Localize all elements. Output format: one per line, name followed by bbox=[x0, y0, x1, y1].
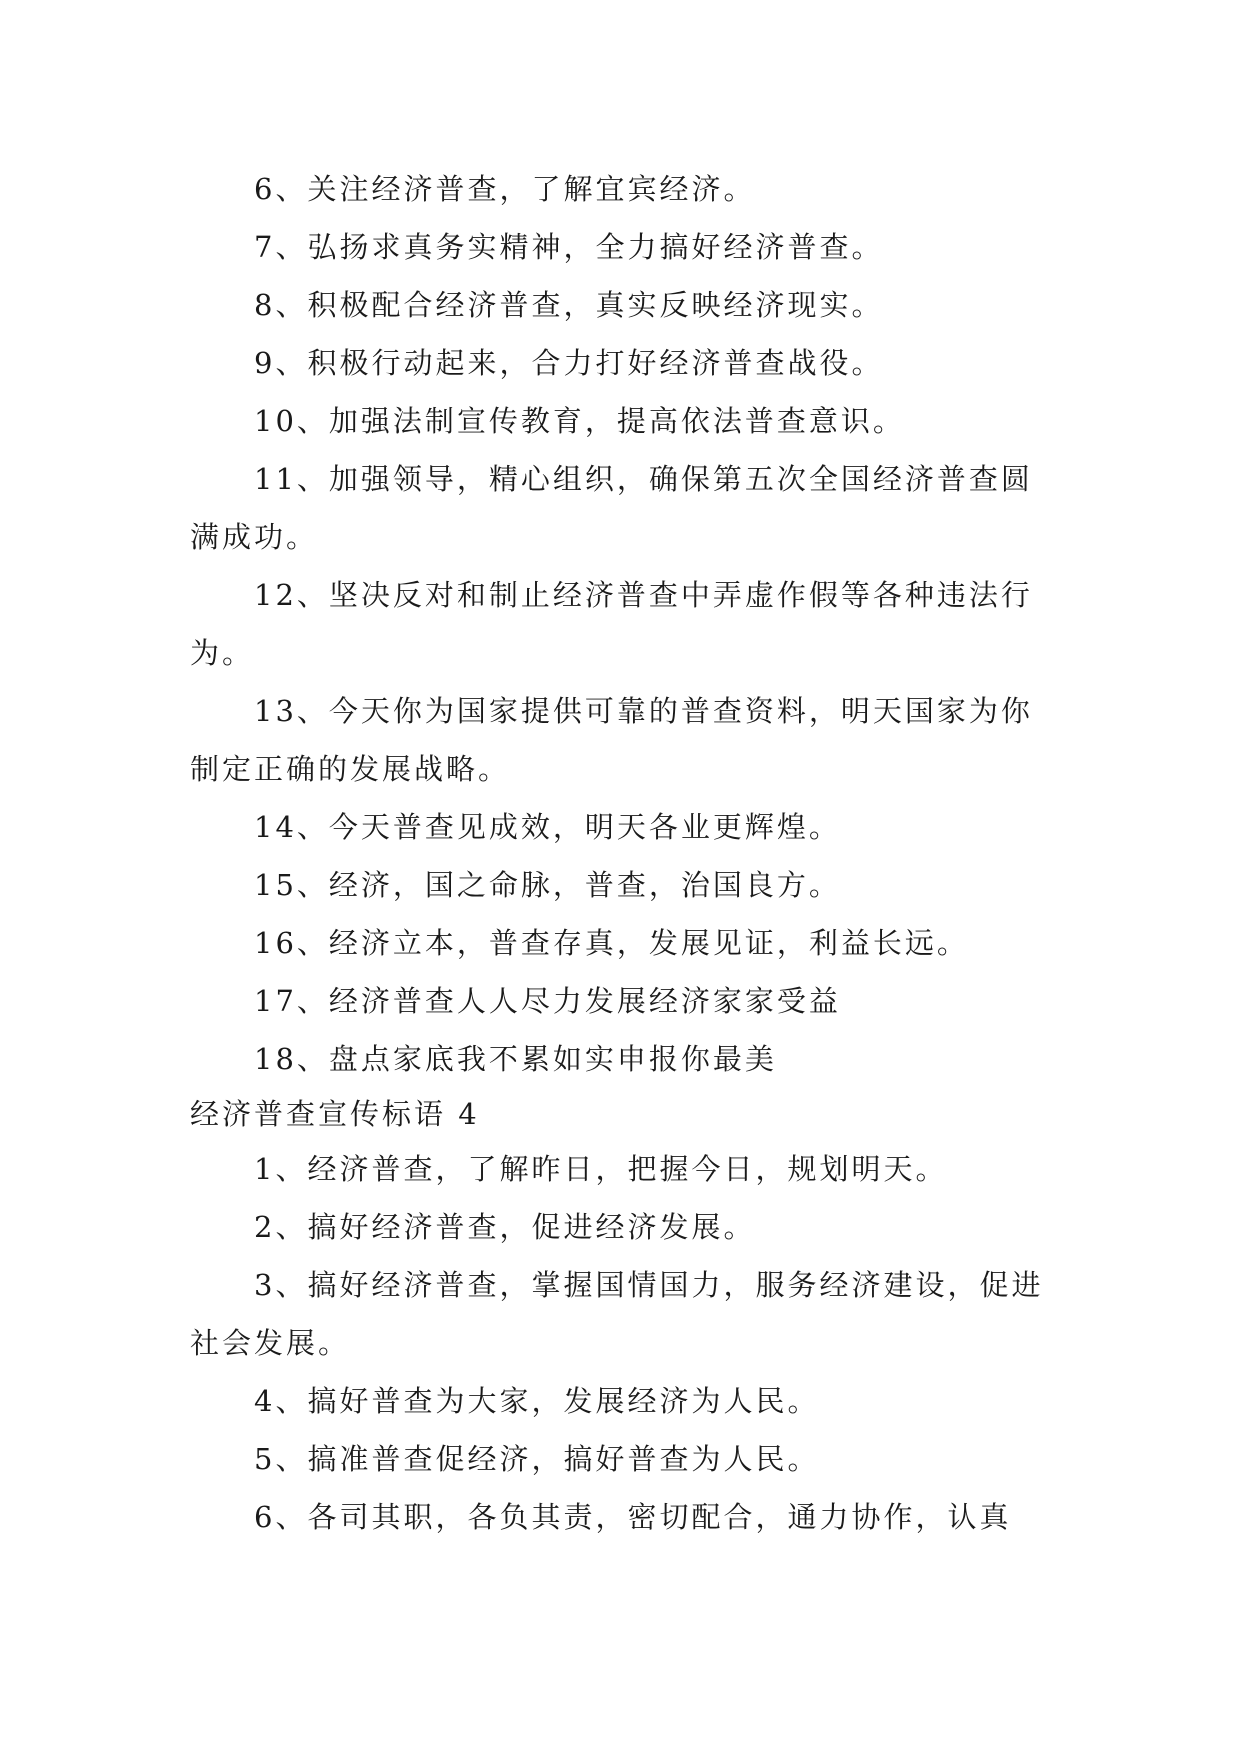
slogan-item: 16、经济立本，普查存真，发展见证，利益长远。 bbox=[254, 926, 969, 960]
slogan-item: 12、坚决反对和制止经济普查中弄虚作假等各种违法行为。 bbox=[190, 578, 1033, 670]
slogan-item: 9、积极行动起来，合力打好经济普查战役。 bbox=[254, 346, 884, 380]
slogan-item: 7、弘扬求真务实精神，全力搞好经济普查。 bbox=[254, 230, 884, 264]
slogan-item: 15、经济，国之命脉，普查，治国良方。 bbox=[254, 868, 841, 902]
slogan-item: 18、盘点家底我不累如实申报你最美 bbox=[254, 1042, 777, 1076]
slogan-item: 8、积极配合经济普查，真实反映经济现实。 bbox=[254, 288, 884, 322]
section-heading: 经济普查宣传标语 4 bbox=[190, 1097, 480, 1131]
slogan-item: 4、搞好普查为大家，发展经济为人民。 bbox=[254, 1384, 820, 1418]
slogan-item: 3、搞好经济普查，掌握国情国力，服务经济建设，促进社会发展。 bbox=[190, 1268, 1044, 1360]
slogan-item: 2、搞好经济普查，促进经济发展。 bbox=[254, 1210, 756, 1244]
slogan-item: 13、今天你为国家提供可靠的普查资料，明天国家为你制定正确的发展战略。 bbox=[190, 694, 1033, 786]
slogan-item: 6、各司其职，各负其责，密切配合，通力协作，认真 bbox=[254, 1500, 1012, 1534]
slogan-item: 5、搞准普查促经济，搞好普查为人民。 bbox=[254, 1442, 820, 1476]
slogan-item: 1、经济普查，了解昨日，把握今日，规划明天。 bbox=[254, 1152, 948, 1186]
slogan-item: 14、今天普查见成效，明天各业更辉煌。 bbox=[254, 810, 841, 844]
slogan-item: 17、经济普查人人尽力发展经济家家受益 bbox=[254, 984, 841, 1018]
document-body bbox=[190, 160, 1060, 1546]
slogan-item: 11、加强领导，精心组织，确保第五次全国经济普查圆满成功。 bbox=[190, 462, 1033, 554]
slogan-item: 10、加强法制宣传教育，提高依法普查意识。 bbox=[254, 404, 905, 438]
slogan-item: 6、关注经济普查，了解宜宾经济。 bbox=[254, 172, 756, 206]
